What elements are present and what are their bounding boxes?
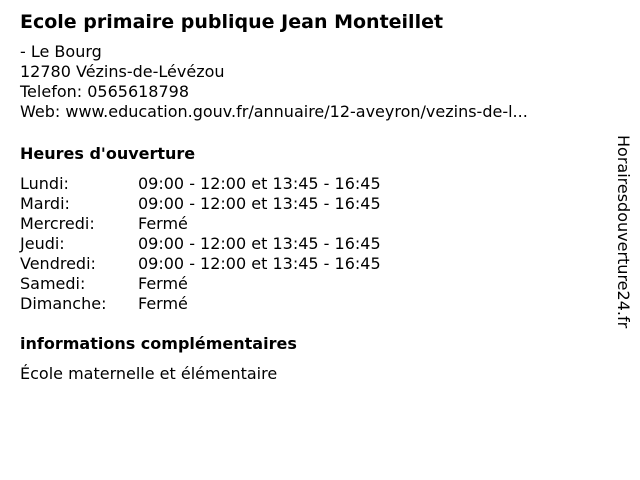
day-label: Samedi: bbox=[20, 274, 86, 293]
hours-value: 09:00 - 12:00 et 13:45 - 16:45 bbox=[138, 254, 381, 273]
day-label: Jeudi: bbox=[20, 234, 65, 253]
web-line: Web: www.education.gouv.fr/annuaire/12-aveyron/vezins-de-l... bbox=[20, 102, 528, 121]
hours-value: 09:00 - 12:00 et 13:45 - 16:45 bbox=[138, 194, 381, 213]
info-text: École maternelle et élémentaire bbox=[20, 364, 278, 383]
info-heading: informations complémentaires bbox=[20, 334, 297, 353]
day-label: Mercredi: bbox=[20, 214, 95, 233]
day-label: Dimanche: bbox=[20, 294, 107, 313]
school-name: Ecole primaire publique Jean Monteillet bbox=[20, 11, 444, 33]
hours-heading: Heures d'ouverture bbox=[20, 144, 196, 163]
hours-value: Fermé bbox=[138, 274, 188, 293]
day-label: Lundi: bbox=[20, 174, 69, 193]
day-label: Vendredi: bbox=[20, 254, 96, 273]
site-watermark: Horairesdouverture24.fr bbox=[614, 135, 633, 329]
address-block bbox=[20, 42, 528, 122]
hours-value: Fermé bbox=[138, 214, 188, 233]
street-line: - Le Bourg bbox=[20, 42, 102, 61]
city-line: 12780 Vézins-de-Lévézou bbox=[20, 62, 225, 81]
phone-line: Telefon: 0565618798 bbox=[20, 82, 190, 101]
hours-value: 09:00 - 12:00 et 13:45 - 16:45 bbox=[138, 174, 381, 193]
hours-value: 09:00 - 12:00 et 13:45 - 16:45 bbox=[138, 234, 381, 253]
hours-value: Fermé bbox=[138, 294, 188, 313]
day-label: Mardi: bbox=[20, 194, 70, 213]
